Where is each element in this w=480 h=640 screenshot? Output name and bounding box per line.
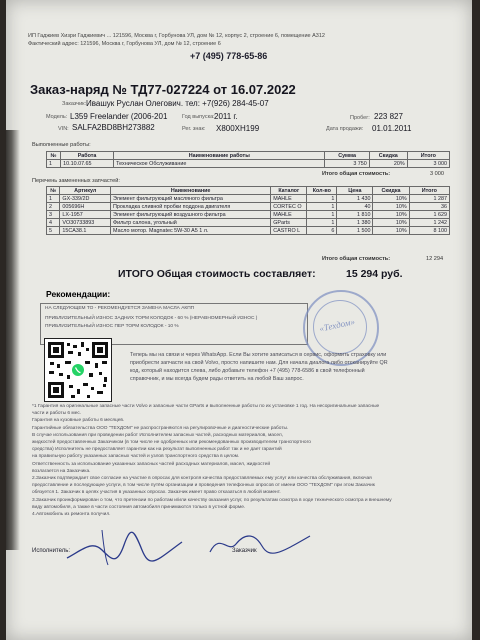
company-phone: +7 (495) 778-65-86	[190, 51, 268, 61]
cell: 10.10.07.65	[61, 160, 114, 168]
cell: 1 500	[337, 227, 373, 235]
parts-table	[46, 186, 450, 235]
parts-section-title: Перечень замененных запчастей:	[32, 178, 120, 184]
order-document	[6, 0, 472, 640]
works-col-num: №	[47, 152, 61, 160]
parts-col-catalog: Каталог	[271, 187, 307, 195]
terms-line: *1 Гарантия на оригинальные запасные части Volvo и запасные части GParts и выполненные работы по их установке 1 год. На несоригинальные запасные	[32, 404, 380, 409]
customer-signature	[206, 522, 316, 562]
terms-line: В случае использования при проведении работ Исполнителем запасных частей, расходных материалов, масел,	[32, 432, 283, 438]
cell: 1	[307, 219, 337, 227]
parts-total-label: Итого общая стоимость:	[322, 256, 391, 262]
reg-label: Рег. знак:	[182, 126, 206, 132]
terms-line: части и работы 6 мес.	[32, 411, 82, 417]
parts-col-price: Цена	[337, 187, 373, 195]
cell: 1 430	[337, 195, 373, 203]
works-col-sum: Сумма	[325, 152, 369, 160]
parts-total-value: 12 294	[426, 256, 444, 262]
cell: 1 380	[337, 219, 373, 227]
parts-col-discount: Скидка	[373, 187, 409, 195]
cell: 1 629	[409, 211, 449, 219]
company-address: ИП Гаджиев Хизри Гаджиевич ... 121596, Москва г, Горбунова УЛ, дом № 12, корпус 2, строение 6, помещение А312	[28, 33, 325, 39]
terms-line: 4.Автомобиль из ремонта получил.	[32, 512, 111, 517]
sale-date-value: 01.01.2011	[372, 124, 412, 133]
cell: Фильтр салона, угольный	[111, 219, 271, 227]
model-label: Модель:	[46, 114, 68, 120]
cell: 6	[307, 227, 337, 235]
cell: 1	[307, 203, 337, 211]
cell: 20%	[369, 160, 407, 168]
cell: Элемент фильтрующий масляного фильтра	[111, 195, 271, 203]
cell: 40	[337, 203, 373, 211]
cell: 10%	[373, 211, 409, 219]
table-row	[47, 203, 450, 211]
works-total-value: 3 000	[430, 171, 444, 177]
cell: 36	[409, 203, 449, 211]
cell: LX-1957	[60, 211, 111, 219]
cell: Масло мотор. Magnatec 5W-30 A5 1 л.	[111, 227, 271, 235]
cell: 8 100	[409, 227, 449, 235]
mileage-label: Пробег:	[350, 115, 370, 121]
cell: Техническое Обслуживание	[114, 160, 325, 168]
customer-signature-label: Заказчик	[232, 548, 257, 554]
reg-value: X800XH199	[216, 124, 260, 133]
cell: Прокладка сливной пробки поддона двигателя	[111, 203, 271, 211]
cell: 2	[47, 203, 60, 211]
cell: 10%	[373, 219, 409, 227]
terms-line: 3.Заказчик проинформирован о том, что претензии по работам и/или качеству оказания услуг, по результатам осмотра в ходе технического осмотра и внешнему	[32, 497, 392, 503]
table-row	[47, 227, 450, 235]
cell: 1	[307, 195, 337, 203]
recommendations-title: Рекомендации:	[46, 289, 111, 299]
works-col-name: Наименование работы	[114, 152, 325, 160]
table-row	[47, 211, 450, 219]
cell: CORTEC O	[271, 203, 307, 211]
cell: 3 750	[325, 160, 369, 168]
parts-col-article: Артикул	[60, 187, 111, 195]
cell: 1 287	[409, 195, 449, 203]
sale-date-label: Дата продажи:	[326, 126, 364, 132]
customer-value: Ивашук Руслан Олегович. тел: +7(926) 284-45-07	[86, 99, 269, 108]
whatsapp-line: приобрести запчасти на свой Volvo, просто напишите нам. Для начала диалога либо отсканируйте QR	[130, 360, 388, 366]
terms-line: виду автомобиля, а также в части состояния автомобиля принимаются только в устной форме.	[32, 504, 246, 510]
works-section-title: Выполненные работы:	[32, 142, 91, 148]
cell: MAHLE	[271, 195, 307, 203]
table-row	[47, 160, 450, 168]
cell: 1	[47, 195, 60, 203]
works-col-discount: Скидка	[369, 152, 407, 160]
model-value: L359 Freelander (2006-201	[70, 112, 168, 121]
cell: 3 000	[407, 160, 449, 168]
table-row	[47, 219, 450, 227]
page-edge-shadow	[6, 130, 20, 550]
cell: 1	[47, 160, 61, 168]
terms-line: жидкостей предоставленных Заказчиком (в том числе не одобренных или рекомендованных производителем транспортного	[32, 440, 311, 445]
terms-line: на правильную работу указанных запасных частей и узлов транспортного средства в целом.	[32, 454, 240, 460]
terms-line: средства) Исполнитель не предоставляет гарантии как на результат выполненных работ так и не дает гарантий	[32, 447, 282, 453]
executor-signature	[62, 520, 192, 570]
cell: 005696H	[60, 203, 111, 211]
terms-line: Ответственность за использование указанных запасных частей расходных материалов, масел, жидкостей	[32, 461, 270, 467]
whatsapp-line: Теперь мы на связи и через WhatsApp. Если Вы хотите записаться в сервис, оформить страховку или	[130, 352, 387, 358]
works-col-total: Итого	[407, 152, 449, 160]
recommendation-line: ПРИБЛИЗИТЕЛЬНЫЙ ИЗНОС ПЕР ТОРМ КОЛОДОК - 10 %	[45, 324, 179, 329]
parts-col-name: Наименование	[111, 187, 271, 195]
cell: 15CA38.1	[60, 227, 111, 235]
works-table	[46, 151, 450, 168]
mileage-value: 223 827	[374, 112, 403, 121]
whatsapp-qr-code[interactable]	[44, 338, 112, 402]
recommendation-line: ПРИБЛИЗИТЕЛЬНЫЙ ИЗНОС ЗАДНИХ ТОРМ КОЛОДОК - 60 % (НЕРАВНОМЕРНЫЙ ИЗНОС )	[45, 316, 258, 321]
parts-col-num: №	[47, 187, 60, 195]
terms-line: Гарантия на кузовные работы 6 месяцев.	[32, 418, 125, 424]
works-total-label: Итого общая стоимость:	[322, 171, 391, 177]
cell: 10%	[373, 203, 409, 211]
recommendation-line: НА СЛЕДУЮЩЕМ ТО - РЕКОМЕНДУЕТСЯ ЗАМЕНА МАСЛА АКПП	[45, 306, 195, 311]
vin-label: VIN:	[58, 126, 69, 132]
terms-line: обязуется 1. Заказчик в целях участия в указанных опросах. Заказчик имеет право отказаться в любой момент.	[32, 490, 281, 496]
whatsapp-line: справочник, и мы всегда будем рады ответить на любой Ваш запрос.	[130, 376, 304, 382]
stamp-text: «Техдом»	[318, 316, 356, 334]
whatsapp-line: код, который находится слева, либо добавьте телефон +7 (495) 778-6586 в свой телефонный	[130, 368, 365, 374]
grand-total-label: ИТОГО Общая стоимость составляет:	[118, 268, 316, 280]
cell: CASTRO L	[271, 227, 307, 235]
cell: GParts	[271, 219, 307, 227]
terms-line: 2.Заказчик подтверждает свое согласие на участие в опросах для контроля качества предоставляемых ему услуг или качества обслуживания, включая	[32, 476, 372, 481]
cell: 1 810	[337, 211, 373, 219]
cell: 10%	[373, 227, 409, 235]
works-col-code: Работа	[61, 152, 114, 160]
cell: MAHLE	[271, 211, 307, 219]
actual-address: Фактический адрес: 121596, Москва г, Горбунова УЛ, дом № 12, строение 6	[28, 41, 221, 47]
cell: 10%	[373, 195, 409, 203]
cell: 3	[47, 211, 60, 219]
terms-line: возлагается на Заказчика.	[32, 468, 91, 474]
executor-signature-label: Исполнитель:	[32, 548, 71, 554]
grand-total-value: 15 294 руб.	[346, 268, 403, 280]
page-title: Заказ-наряд № ТД77-027224 от 16.07.2022	[30, 82, 296, 97]
table-row	[47, 195, 450, 203]
cell: VO30733893	[60, 219, 111, 227]
parts-header-row	[47, 187, 450, 195]
year-label: Год выпуска:	[182, 114, 215, 120]
cell: 5	[47, 227, 60, 235]
terms-line: Гарантийные обязательства ООО "ТЕХДОМ" не распространяются на регулировочные и диагностические работы.	[32, 425, 289, 431]
cell: 1	[307, 211, 337, 219]
works-header-row	[47, 152, 450, 160]
vin-value: SALFA2BD8BH273882	[72, 123, 155, 132]
customer-label: Заказчик:	[62, 101, 87, 107]
year-value: 2011 г.	[214, 112, 238, 121]
parts-col-qty: Кол-во	[307, 187, 337, 195]
cell: 1 242	[409, 219, 449, 227]
cell: GX-339/2D	[60, 195, 111, 203]
terms-line: предоставление и последующее услуги, в том числе путём организации и проведения телефонных опросов от имени ООО "ТЕХДОМ" при этом Заказчик	[32, 483, 375, 489]
cell: Элемент фильтрующий воздушного фильтра	[111, 211, 271, 219]
cell: 4	[47, 219, 60, 227]
parts-col-total: Итого	[409, 187, 449, 195]
